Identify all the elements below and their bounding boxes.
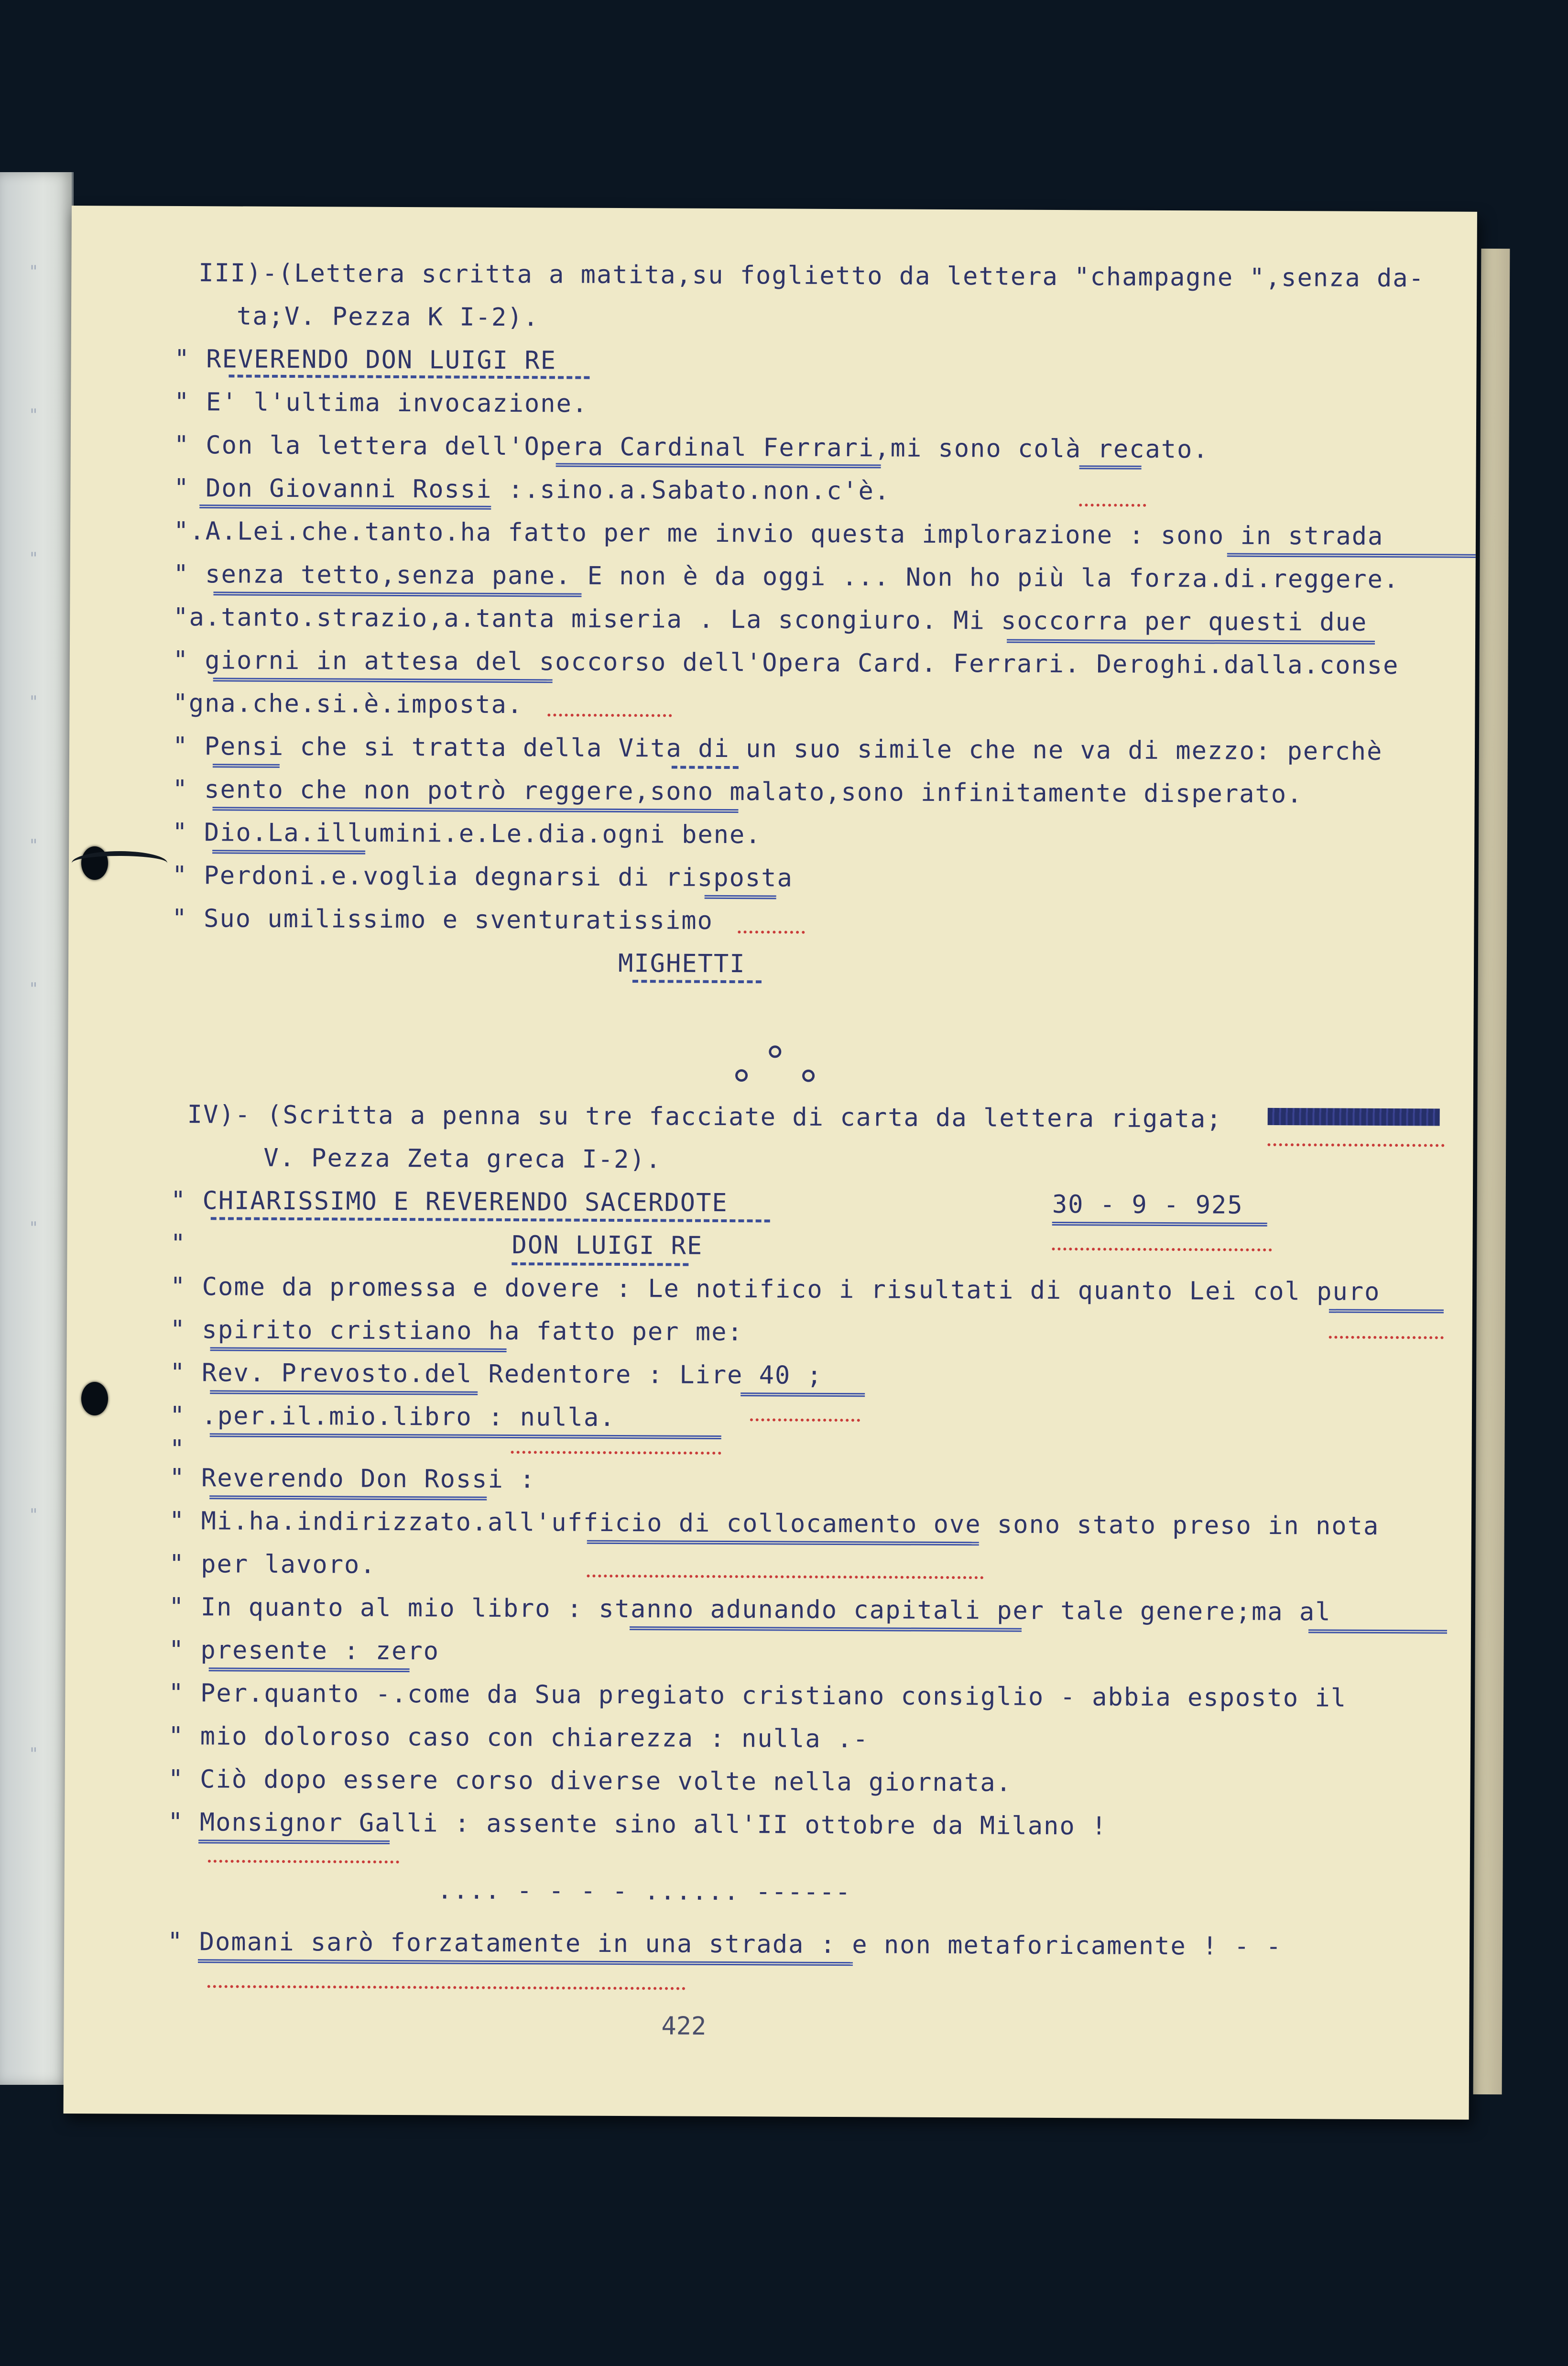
underline — [209, 1495, 487, 1501]
underline — [512, 1262, 688, 1266]
letter3-line: " Pensi che si tratta della Vita di un suo simile che ne va di mezzo: perchè — [172, 732, 1383, 766]
letter3-line: " sento che non potrò reggere,sono malato,sono infinitamente disperato. — [172, 775, 1303, 809]
letter3-line: " Suo umilissimo e sventuratissimo — [172, 904, 714, 935]
underline — [1227, 553, 1476, 558]
underline — [198, 1959, 853, 1966]
red-annotation — [1079, 501, 1146, 507]
underline — [229, 374, 589, 379]
letter4-line: " — [169, 1435, 186, 1464]
letter4-date: 30 - 9 - 925 — [1052, 1190, 1243, 1220]
letter3-line: " senza tetto,senza pane. E non è da oggi ... Non ho più la forza.di.reggere. — [173, 559, 1400, 594]
letter3-line: " Don Giovanni Rossi :.sino.a.Sabato.non.c'è. — [174, 473, 891, 506]
letter3-line: " Dio.La.illumini.e.Le.dia.ogni bene. — [172, 818, 762, 850]
struck-out-text — [1268, 1108, 1440, 1126]
document-page — [64, 206, 1477, 2120]
underline — [213, 764, 280, 768]
underline — [213, 592, 581, 597]
underline — [1329, 1309, 1444, 1313]
letter4-addressee: DON LUIGI RE — [512, 1231, 703, 1260]
red-annotation — [1267, 1140, 1444, 1147]
red-annotation — [511, 1448, 721, 1455]
letter3-line: " Con la lettera dell'Opera Cardinal Ferrari,mi sono colà recato. — [174, 430, 1209, 464]
underline — [632, 980, 762, 983]
letter4-salutation: " CHIARISSIMO E REVERENDO SACERDOTE — [170, 1186, 728, 1218]
underline — [1007, 639, 1375, 645]
bleed-mark: " — [29, 692, 39, 712]
bleed-mark: " — [29, 262, 39, 281]
red-annotation — [1052, 1245, 1272, 1251]
red-annotation — [207, 1982, 686, 1990]
letter4-heading-line2: V. Pezza Zeta greca I-2). — [263, 1143, 662, 1174]
letter4-line: " Per.quanto -.come da Sua pregiato cristiano consiglio - abbia esposto il — [168, 1678, 1347, 1713]
bleed-mark: " — [29, 1744, 39, 1764]
letter3-heading-line2: ta;V. Pezza K I-2). — [236, 302, 539, 332]
underline — [740, 1392, 865, 1397]
underline — [210, 1390, 478, 1395]
letter4-closing: " Domani sarò forzatamente in una strada : e non metaforicamente ! - - — [167, 1927, 1282, 1961]
letter3-line: "gna.che.si.è.imposta. — [173, 689, 523, 720]
underline — [213, 678, 553, 683]
underline — [556, 463, 881, 468]
letter4-line: " .per.il.mio.libro : nulla. — [169, 1401, 616, 1432]
bleed-mark: " — [29, 1218, 39, 1238]
underline — [1052, 1222, 1267, 1227]
underline — [211, 1217, 770, 1222]
letter3-line: " giorni in attesa del soccorso dell'Opera Card. Ferrari. Deroghi.dalla.conse — [173, 646, 1399, 680]
letter4-divider: .... - - - - ...... ------ — [437, 1876, 851, 1907]
page-number: 422 — [661, 2012, 707, 2041]
bleed-mark: " — [29, 405, 39, 425]
red-annotation — [587, 1572, 983, 1579]
bleed-mark: " — [29, 979, 39, 998]
letter4-line: " spirito cristiano ha fatto per me: — [170, 1315, 743, 1347]
red-annotation — [738, 928, 805, 934]
red-annotation — [547, 711, 672, 717]
letter3-line: " E' l'ultima invocazione. — [174, 387, 588, 418]
underline — [210, 1347, 507, 1352]
underline — [587, 1540, 979, 1546]
letter4-line: " Monsignor Galli : assente sino all'II ottobre da Milano ! — [168, 1807, 1108, 1841]
underline — [199, 504, 491, 510]
letter4-line: " Mi.ha.indirizzato.all'ufficio di collocamento ove sono stato preso in nota — [169, 1506, 1380, 1541]
letter4-line: " Rev. Prevosto.del Redentore : Lire 40 ; — [170, 1358, 823, 1390]
letter4-heading-line1: IV)- (Scritta a penna su tre facciate di carta da lettera rigata; — [187, 1100, 1222, 1134]
separator-circle — [769, 1045, 781, 1058]
separator-circle — [735, 1069, 748, 1082]
red-annotation — [1329, 1333, 1444, 1339]
red-annotation — [208, 1857, 399, 1863]
letter3-line: " REVERENDO DON LUIGI RE — [174, 344, 557, 375]
bleed-mark: " — [29, 549, 39, 568]
underline — [212, 850, 365, 854]
letter3-heading-line1: III)-(Lettera scritta a matita,su foglietto da lettera "champagne ",senza da- — [198, 259, 1425, 293]
binder-ring — [72, 851, 167, 875]
underline — [705, 895, 776, 899]
underline — [198, 1840, 390, 1844]
letter4-line: " Ciò dopo essere corso diverse volte nella giornata. — [168, 1764, 1013, 1797]
underline — [1079, 465, 1142, 470]
letter4-line: " In quanto al mio libro : stanno adunando capitali per tale genere;ma al — [169, 1592, 1331, 1627]
letter4-line: " per lavoro. — [169, 1549, 376, 1579]
letter4-line: " Reverendo Don Rossi : — [169, 1463, 536, 1494]
underline — [672, 766, 739, 769]
letter4-line: " Come da promessa e dovere : Le notifico i risultati di quanto Lei col puro — [170, 1272, 1381, 1306]
letter4-line: " presente : zero — [168, 1635, 440, 1666]
letter3-signature: MIGHETTI — [618, 949, 746, 979]
underline — [210, 1433, 721, 1439]
letter3-line: ".A.Lei.che.tanto.ha fatto per me invio questa implorazione : sono in strada — [173, 516, 1384, 551]
previous-page-edge — [0, 172, 74, 2085]
underline — [630, 1626, 1022, 1632]
separator-circle — [802, 1070, 815, 1082]
letter4-line: " mio doloroso caso con chiarezza : nulla .- — [168, 1721, 869, 1754]
underline — [1308, 1629, 1447, 1633]
binder-hole — [81, 1382, 108, 1415]
letter3-line: "a.tanto.strazio,a.tanta miseria . La scongiuro. Mi soccorra per questi due — [173, 602, 1368, 637]
bleed-mark: " — [29, 1505, 39, 1524]
underline — [209, 1667, 410, 1672]
letter4-quote-mark: " — [170, 1229, 186, 1259]
bleed-mark: " — [29, 836, 39, 855]
underline — [212, 807, 738, 813]
letter3-line: " Perdoni.e.voglia degnarsi di risposta — [172, 861, 793, 893]
red-annotation — [750, 1415, 860, 1422]
